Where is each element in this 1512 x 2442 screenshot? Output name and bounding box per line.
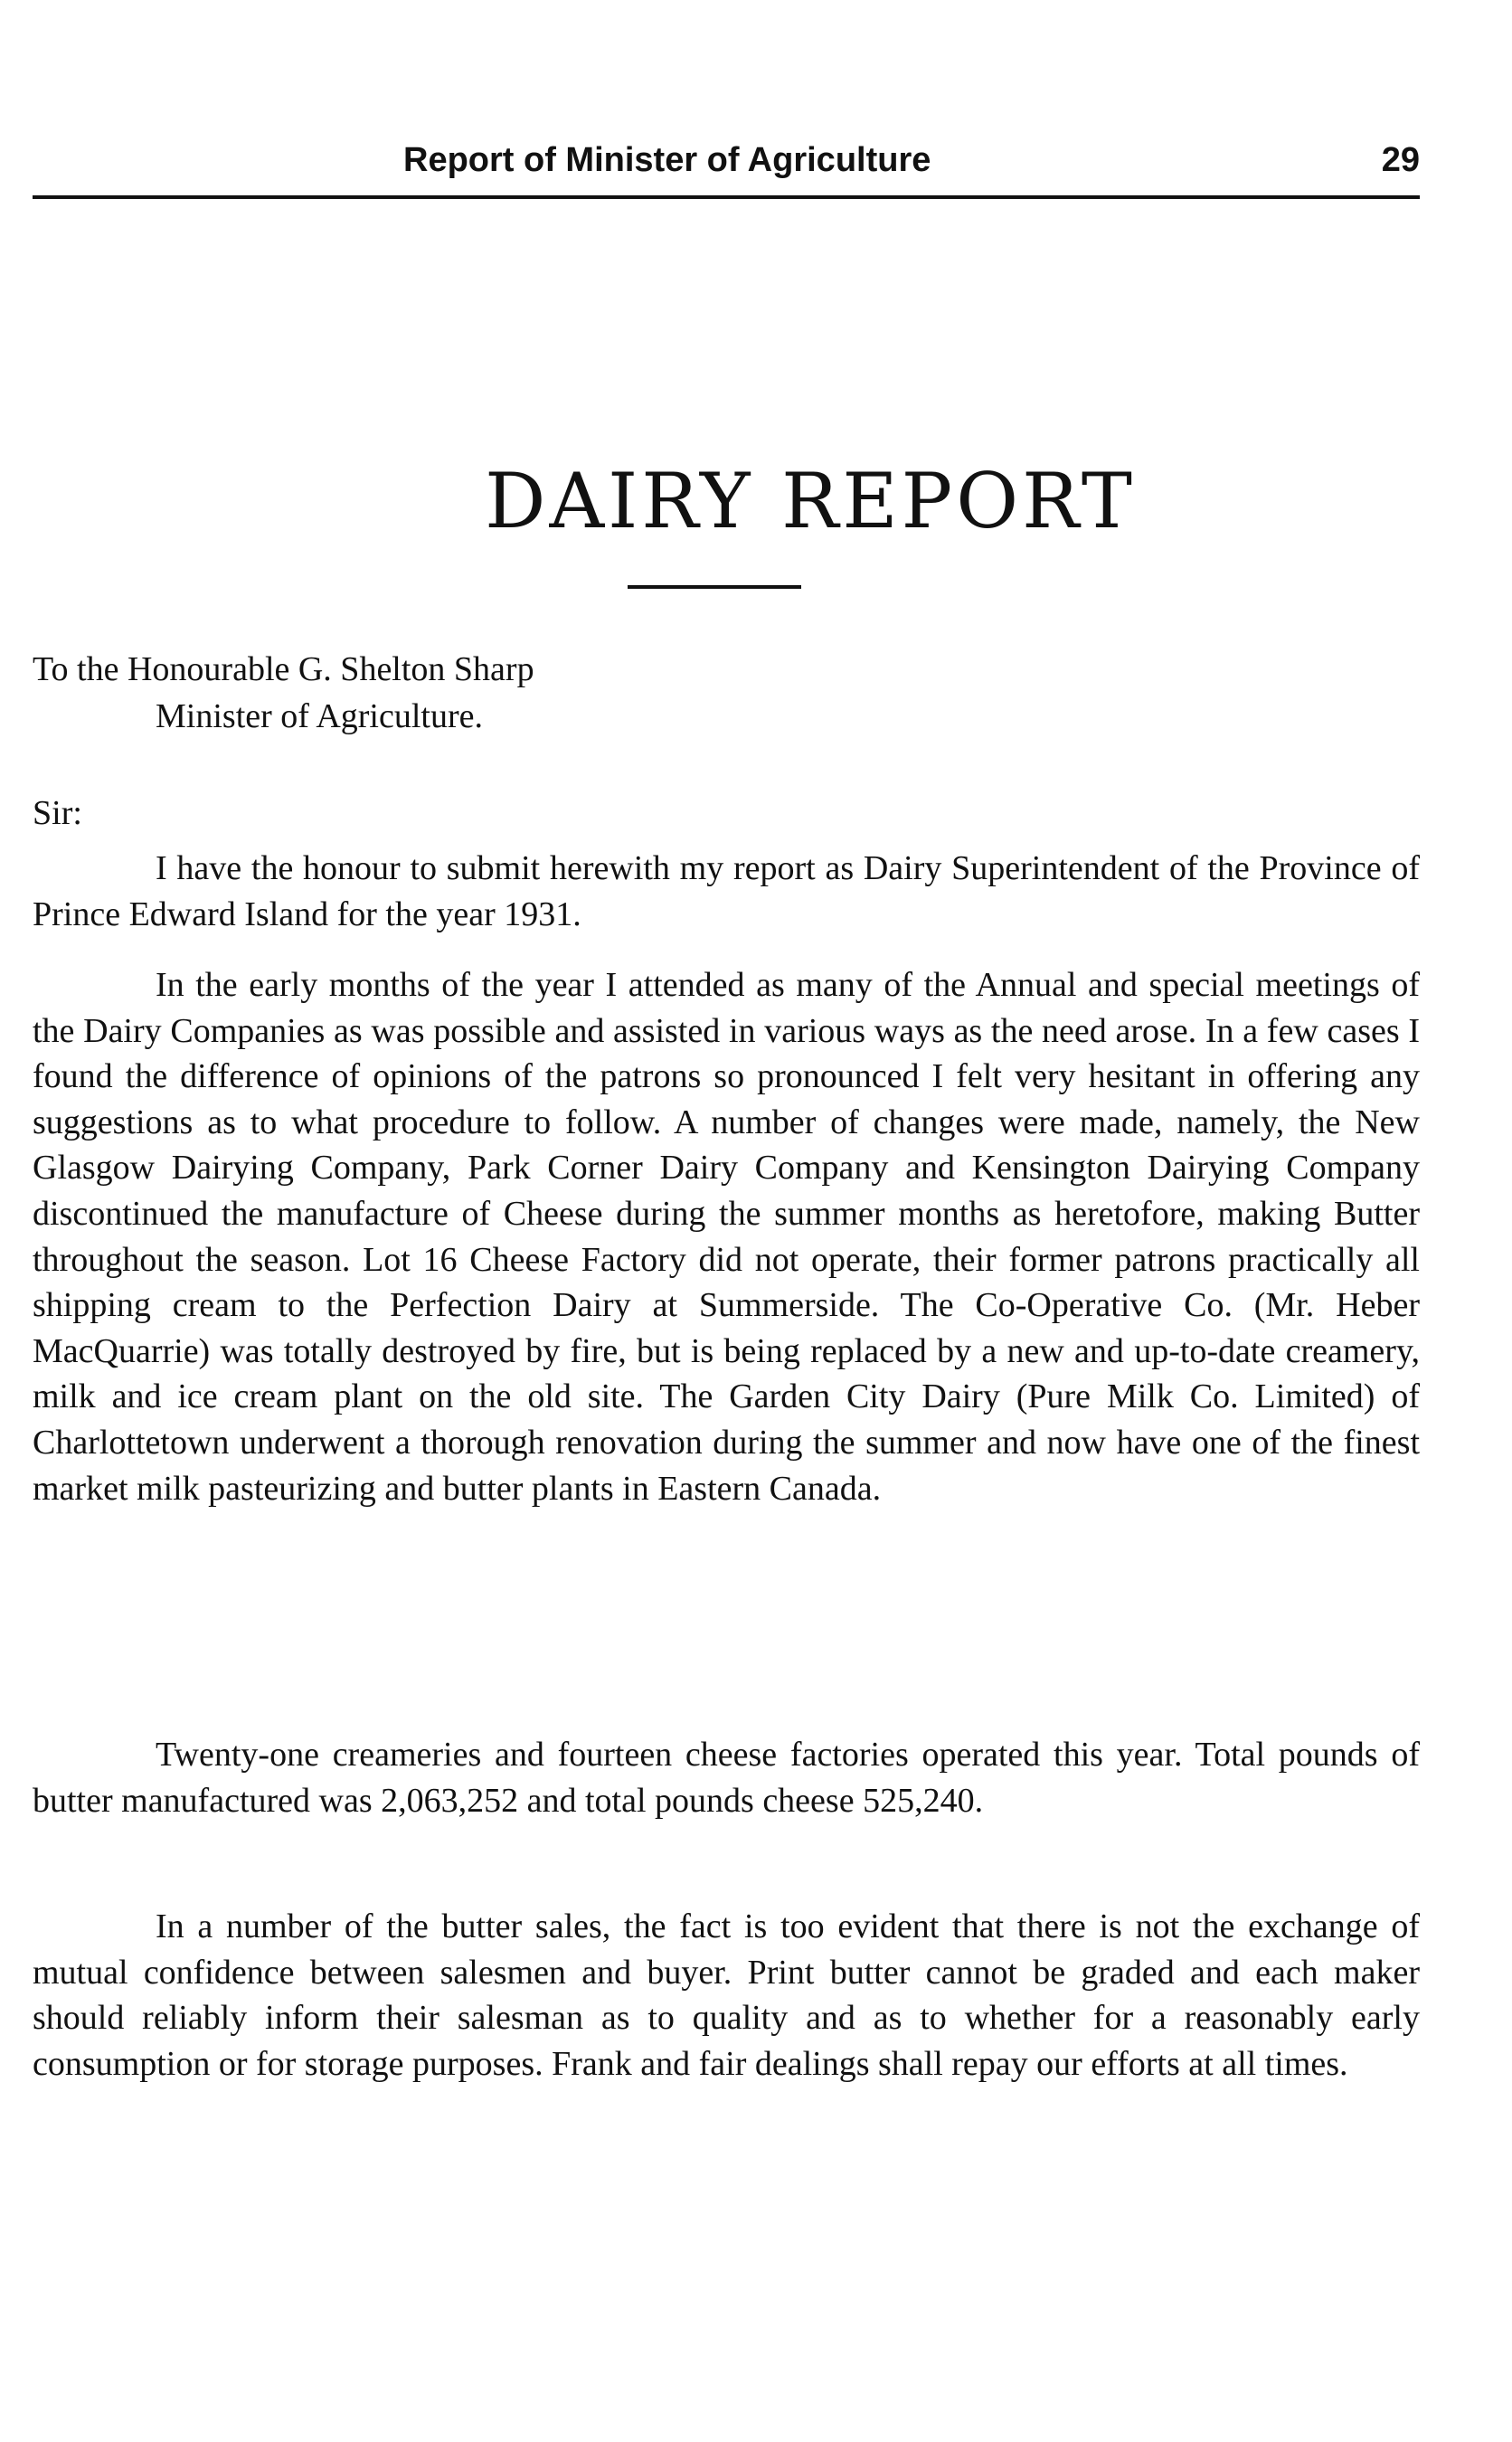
report-title: DAIRY REPORT	[485, 457, 1136, 545]
title-rule	[628, 585, 801, 589]
paragraph-meetings: In the early months of the year I attended as many of the Annual and special meetings of the Dairy Companies as was possible and assisted in various ways as the need arose. In a few cases I found the difference of opinions of the patrons so pronounced I felt very hesitant in offering any suggestions as to what procedure to follow. A number of changes were made, namely, the New Glasgow Dairying Company, Park Corner Dairy Company and Kensington Dairying Company discontinued the manufacture of Cheese during the summer months as heretofore, making Butter throughout the season. Lot 16 Cheese Factory did not operate, their former patrons practically all shipping cream to the Perfection Dairy at Summerside. The Co-Operative Co. (Mr. Heber MacQuarrie) was totally destroyed by fire, but is being replaced by a new and up-to-date creamery, milk and ice cream plant on the old site. The Garden City Dairy (Pure Milk Co. Limited) of Charlottetown underwent a thorough renovation during the summer and now have one of the finest market milk pasteurizing and butter plants in Eastern Canada.	[33, 966, 1420, 1508]
addressee-title: Minister of Agriculture.	[156, 697, 483, 735]
paragraph-intro: I have the honour to submit herewith my report as Dairy Superintendent of the Province of Prince Edward Island for the year 1931.	[33, 849, 1420, 933]
paragraph-production: Twenty-one creameries and fourteen cheese factories operated this year. Total pounds of butter manufactured was 2,063,252 and total pounds cheese 525,240.	[33, 1736, 1420, 1820]
salutation: Sir:	[33, 794, 82, 832]
header-rule	[33, 195, 1420, 199]
running-header	[33, 136, 1420, 190]
addressee-name: To the Honourable G. Shelton Sharp	[33, 650, 534, 688]
running-title: Report of Minister of Agriculture	[403, 141, 931, 179]
page-number: 29	[1381, 141, 1420, 179]
paragraph-butter-sales: In a number of the butter sales, the fact is too evident that there is not the exchange of mutual confidence between salesmen and buyer. Print butter cannot be graded and each maker should reliably inform their salesman as to quality and as to whether for a reasonably early consumption or for storage purposes. Frank and fair dealings shall repay our efforts at all times.	[33, 1907, 1420, 2083]
